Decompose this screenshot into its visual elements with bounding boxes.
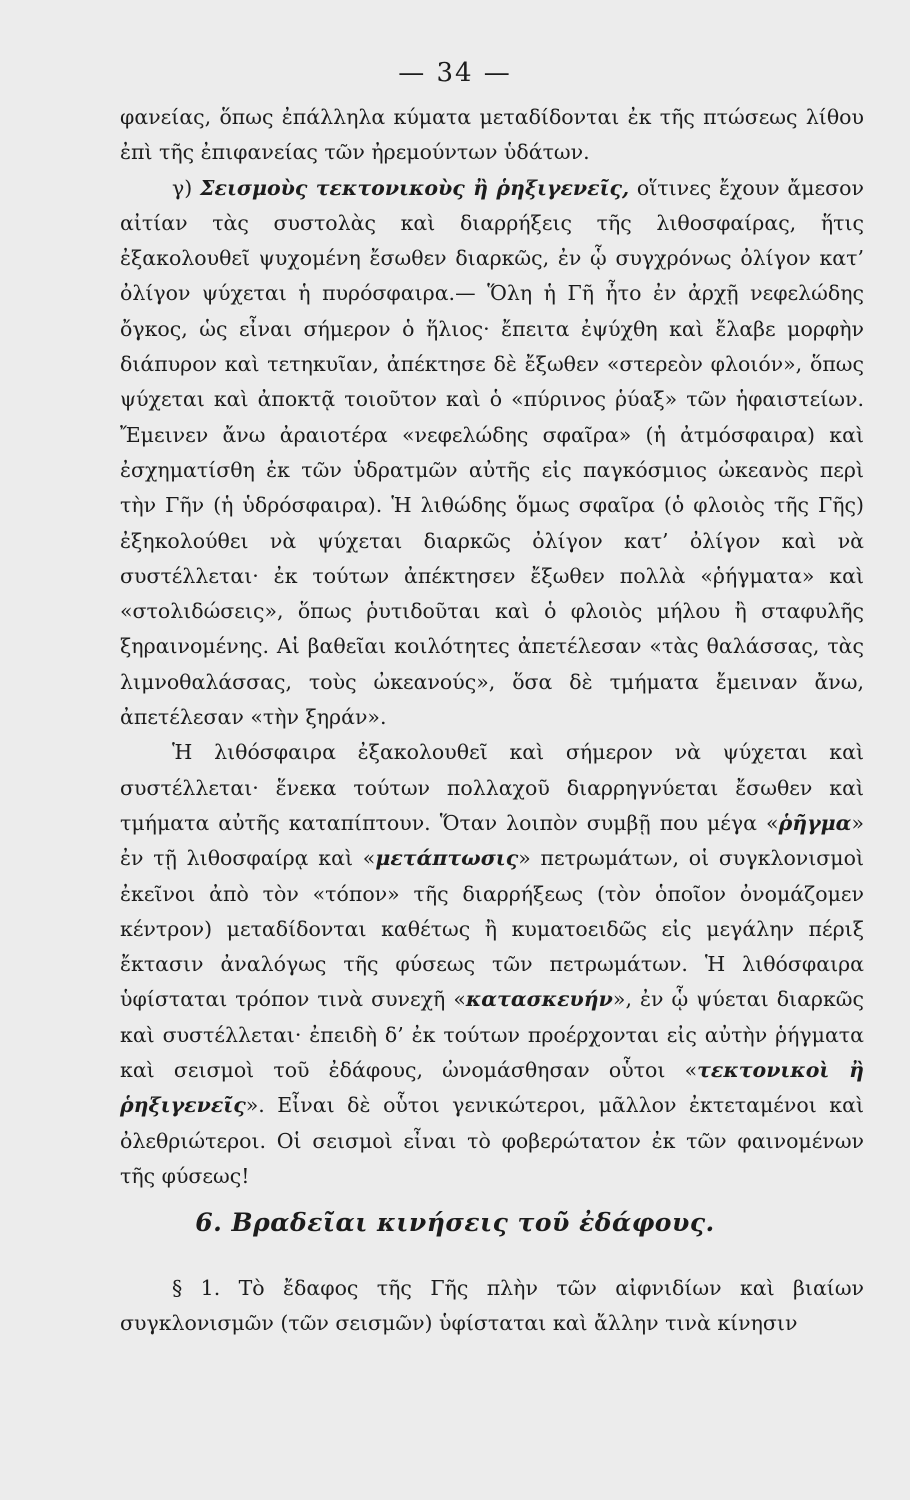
term-construction: κατασκευήν xyxy=(465,987,613,1012)
paragraph-lithosphere xyxy=(120,735,864,1194)
term-tectonic-earthquakes: Σεισμοὺς τεκτονικοὺς ἢ ῥηξιγενεῖς, xyxy=(200,175,630,200)
section-body xyxy=(120,1271,864,1342)
text-run: » ἐν τῇ λιθοσφαίρᾳ καὶ « xyxy=(120,810,864,871)
term-rift: ῥῆγμα xyxy=(778,810,852,835)
text-run: » πετρωμάτων, οἱ συγκλονισμοὶ ἐκεῖνοι ἀπὸ τὸν «τόπον» τῆς διαρρήξεως (τὸν ὁποῖον ὀνομάζομεν κέντρον) μεταδίδονται καθέτως ἢ κυματοειδῶς εἰς μεγάλην πέριξ ἔκτασιν ἀναλόγως τῆς φύσεως τῶν πετρωμάτων. Ἡ λιθόσφαιρα ὑφίσταται τρόπον τινὰ συνεχῆ « xyxy=(120,846,864,1012)
paragraph-body: οἵτινες ἔχουν ἄμεσον αἰτίαν τὰς συστολὰς καὶ διαρρήξεις τῆς λιθοσφαίρας, ἥτις ἐξακολουθεῖ ψυχομένη ἔσωθεν διαρκῶς, ἐν ᾧ συγχρόνως ὀλίγον κατ’ ὀλίγον ψύχεται ἡ πυρόσφαιρα.— Ὅλη ἡ Γῆ ἦτο ἐν ἀρχῇ νεφελώδης ὄγκος, ὡς εἶναι σήμερον ὁ ἥλιος· ἔπειτα ἐψύχθη καὶ ἔλαβε μορφὴν διάπυρον καὶ τετηκυῖαν, ἀπέκτησε δὲ ἔξωθεν «στερεὸν φλοιόν», ὅπως ψύχεται καὶ ἀποκτᾷ τοιοῦτον καὶ ὁ «πύρινος ῥύαξ» τῶν ἡφαιστείων. Ἔμεινεν ἄνω ἀραιοτέρα «νεφελώδης σφαῖρα» (ἡ ἀτμόσφαιρα) καὶ ἐσχηματίσθη ἐκ τῶν ὑδρατμῶν αὐτῆς εἰς παγκόσμιος ὠκεανὸς περὶ τὴν Γῆν (ἡ ὑδρόσφαιρα). Ἡ λιθώδης ὅμως σφαῖρα (ὁ φλοιὸς τῆς Γῆς) ἐξηκολούθει νὰ ψύχεται διαρκῶς ὀλίγον κατ’ ὀλίγον καὶ νὰ συστέλλεται· ἐκ τούτων ἀπέκτησεν ἔξωθεν πολλὰ «ῥήγματα» καὶ «στολιδώσεις», ὅπως ῥυτιδοῦται καὶ ὁ φλοιὸς μήλου ἢ σταφυλῆς ξηραινομένης. Αἱ βαθεῖαι κοιλότητες ἀπετέλεσαν «τὰς θαλάσσας, τὰς λιμνοθαλάσσας, τοὺς ὠκεανούς», ὅσα δὲ τμήματα ἔμειναν ἄνω, ἀπετέλεσαν «τὴν ξηράν». xyxy=(120,175,864,730)
section-paragraph: § 1. Τὸ ἔδαφος τῆς Γῆς πλὴν τῶν αἰφνιδίων καὶ βιαίων συγκλονισμῶν (τῶν σεισμῶν) ὑφίσταται καὶ ἄλλην τινὰ κίνησιν xyxy=(120,1276,864,1336)
main-text xyxy=(120,100,864,1194)
paragraph-continuation: φανείας, ὅπως ἐπάλληλα κύματα μεταδίδονται ἐκ τῆς πτώσεως λίθου ἐπὶ τῆς ἐπιφανείας τῶν ἠρεμούντων ὑδάτων. xyxy=(120,105,864,165)
term-displacement: μετάπτωσις xyxy=(375,846,519,871)
text-run: Ἡ λιθόσφαιρα ἐξακολουθεῖ καὶ σήμερον νὰ ψύχεται καὶ συστέλλεται· ἕνεκα τούτων πολλαχοῦ διαρρηγνύεται ἔσωθεν καὶ τμήματα αὐτῆς καταπίπτουν. Ὅταν λοιπὸν συμβῇ που μέγα « xyxy=(120,740,864,835)
section-heading: 6. Βραδεῖαι κινήσεις τοῦ ἐδάφους. xyxy=(195,1208,715,1237)
page-number: — 34 — xyxy=(398,58,512,88)
text-run: », ἐν ᾧ ψύεται διαρκῶς καὶ συστέλλεται· ἐπειδὴ δ’ ἐκ τούτων προέρχονται εἰς αὐτὴν ῥήγματα καὶ σεισμοὶ τοῦ ἐδάφους, ὠνομάσθησαν οὗτοι « xyxy=(120,987,864,1083)
list-marker: γ) xyxy=(172,175,200,200)
text-run: ». Εἶναι δὲ οὗτοι γενικώτεροι, μᾶλλον ἐκτεταμένοι καὶ ὀλεθριώτεροι. Οἱ σεισμοὶ εἶναι τὸ φοβερώτατον ἐκ τῶν φαινομένων τῆς φύσεως! xyxy=(120,1093,864,1188)
term-tectonic-or-rift: τεκτονικοὶ ἢ ῥηξιγενεῖς xyxy=(120,1058,864,1118)
paragraph-tectonic-quakes xyxy=(120,171,864,736)
